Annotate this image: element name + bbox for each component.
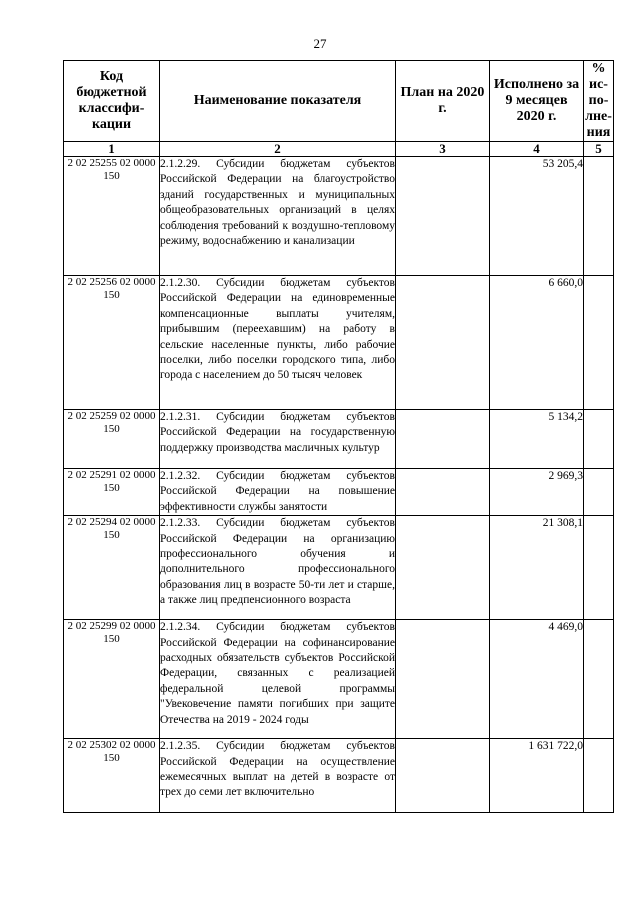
plan-value [396, 739, 490, 813]
header-row [64, 61, 614, 142]
table-row [64, 739, 614, 813]
plan-value [396, 620, 490, 739]
table-row [64, 410, 614, 469]
percent-value [584, 516, 614, 620]
column-number: 4 [490, 142, 584, 157]
plan-value [396, 157, 490, 276]
percent-value [584, 620, 614, 739]
column-number: 3 [396, 142, 490, 157]
executed-value: 21 308,1 [490, 516, 584, 620]
plan-value [396, 410, 490, 469]
header-executed: Исполнено за 9 месяцев 2020 г. [490, 61, 584, 142]
column-number: 2 [160, 142, 396, 157]
budget-code: 2 02 25299 02 0000 150 [64, 620, 160, 739]
table-row [64, 516, 614, 620]
executed-value: 4 469,0 [490, 620, 584, 739]
header-code: Код бюджетной классифи- кации [64, 61, 160, 142]
percent-value [584, 410, 614, 469]
indicator-name: 2.1.2.30. Субсидии бюджетам субъектов Российской Федерации на единовременные компенсационные выплаты учителям, прибывшим (переехавшим) на работу в сельские населенные пункты, либо рабочие поселки, либо поселки городского типа, либо города с населением до 50 тысяч человек [160, 276, 396, 410]
executed-value: 2 969,3 [490, 469, 584, 516]
indicator-name: 2.1.2.32. Субсидии бюджетам субъектов Российской Федерации на повышение эффективности службы занятости [160, 469, 396, 516]
column-number: 1 [64, 142, 160, 157]
column-number-row [64, 142, 614, 157]
budget-code: 2 02 25259 02 0000 150 [64, 410, 160, 469]
percent-value [584, 469, 614, 516]
percent-value [584, 739, 614, 813]
table-row [64, 276, 614, 410]
budget-code: 2 02 25256 02 0000 150 [64, 276, 160, 410]
plan-value [396, 516, 490, 620]
budget-code: 2 02 25302 02 0000 150 [64, 739, 160, 813]
page-number: 27 [313, 36, 327, 51]
header-plan: План на 2020 г. [396, 61, 490, 142]
executed-value: 6 660,0 [490, 276, 584, 410]
header-percent: % ис- по- лне- ния [585, 61, 612, 140]
table-row [64, 469, 614, 516]
plan-value [396, 469, 490, 516]
budget-table [63, 60, 614, 813]
indicator-name: 2.1.2.33. Субсидии бюджетам субъектов Российской Федерации на организацию профессионального обучения и дополнительного профессионального образования лиц в возрасте 50-ти лет и старше, а также лиц предпенсионного возраста [160, 516, 396, 620]
plan-value [396, 276, 490, 410]
executed-value: 5 134,2 [490, 410, 584, 469]
indicator-name: 2.1.2.31. Субсидии бюджетам субъектов Российской Федерации на государственную поддержку производства масличных культур [160, 410, 396, 469]
header-name: Наименование показателя [160, 61, 396, 142]
percent-value [584, 276, 614, 410]
table-row [64, 157, 614, 276]
column-number: 5 [584, 142, 614, 157]
budget-code: 2 02 25255 02 0000 150 [64, 157, 160, 276]
percent-value [584, 157, 614, 276]
executed-value: 53 205,4 [490, 157, 584, 276]
executed-value: 1 631 722,0 [490, 739, 584, 813]
budget-code: 2 02 25291 02 0000 150 [64, 469, 160, 516]
indicator-name: 2.1.2.29. Субсидии бюджетам субъектов Российской Федерации на благоустройство зданий государственных и муниципальных общеобразовательных организаций в целях соблюдения требований к воздушно-тепловому режиму, водоснабжению и канализации [160, 157, 396, 276]
indicator-name: 2.1.2.34. Субсидии бюджетам субъектов Российской Федерации на софинансирование расходных обязательств субъектов Российской Федерации, связанных с реализацией федеральной целевой программы "Увековечение памяти погибших при защите Отечества на 2019 - 2024 годы [160, 620, 396, 739]
indicator-name: 2.1.2.35. Субсидии бюджетам субъектов Российской Федерации на осуществление ежемесячных выплат на детей в возрасте от трех до семи лет включительно [160, 739, 396, 813]
budget-code: 2 02 25294 02 0000 150 [64, 516, 160, 620]
table-row [64, 620, 614, 739]
